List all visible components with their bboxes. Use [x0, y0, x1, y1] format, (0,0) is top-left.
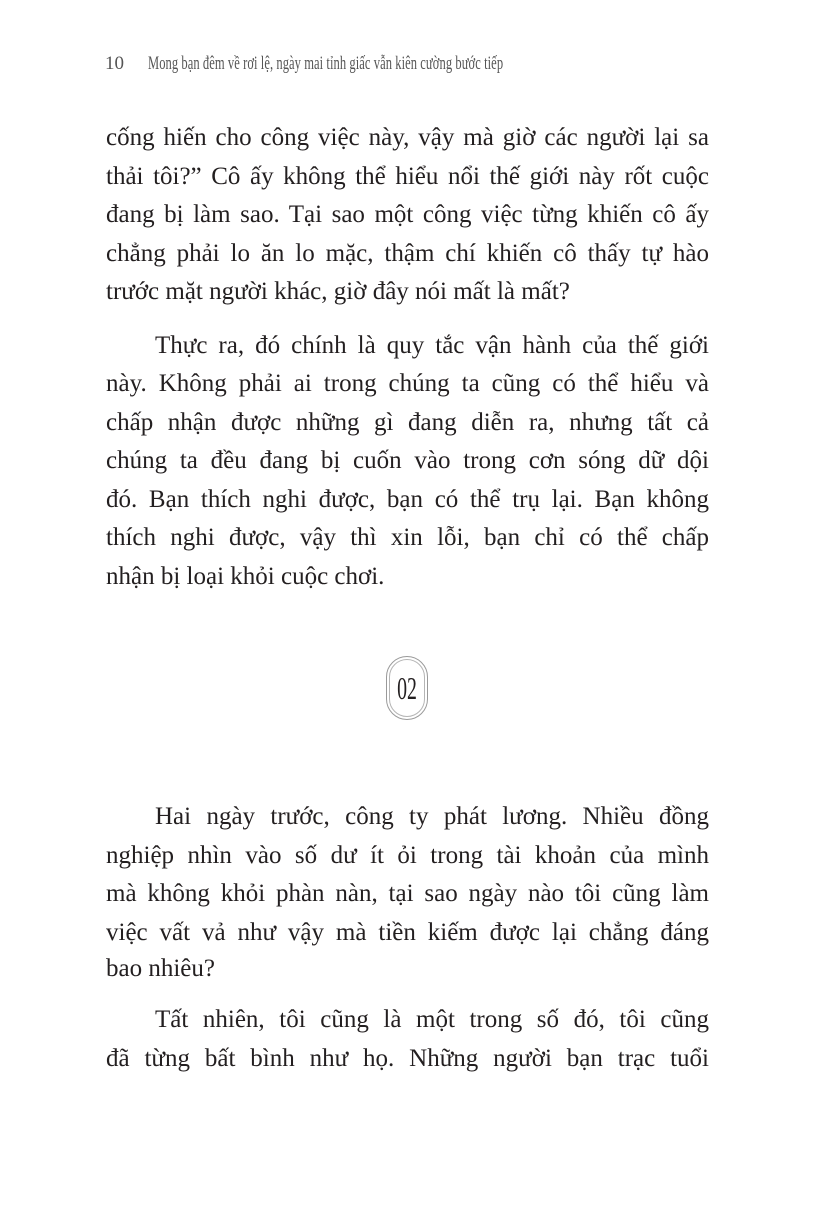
text-line: việc vất vả như vậy mà tiền kiếm được lại chẳng đáng [106, 919, 709, 946]
section-number [387, 671, 427, 705]
text-line: trước mặt người khác, giờ đây nói mất là mất? [106, 278, 570, 305]
text-line: đang bị làm sao. Tại sao một công việc từng khiến cô ấy [106, 201, 709, 228]
text-line: Thực ra, đó chính là quy tắc vận hành của thế giới [155, 332, 709, 359]
text-line: cống hiến cho công việc này, vậy mà giờ các người lại sa [106, 124, 709, 151]
running-title: Mong bạn đêm về rơi lệ, ngày mai tỉnh giấc vẫn kiên cường bước tiếp [148, 53, 504, 74]
text-line: nhận bị loại khỏi cuộc chơi. [106, 563, 385, 590]
text-line: chẳng phải lo ăn lo mặc, thậm chí khiến cô thấy tự hào [106, 240, 709, 267]
text-line: thải tôi?” Cô ấy không thể hiểu nổi thế giới này rốt cuộc [106, 163, 709, 190]
page-number: 10 [105, 53, 124, 74]
text-line: đã từng bất bình như họ. Những người bạn trạc tuổi [106, 1045, 709, 1072]
text-line: nghiệp nhìn vào số dư ít ỏi trong tài khoản của mình [106, 842, 709, 869]
text-line: thích nghi được, vậy thì xin lỗi, bạn chỉ có thể chấp [106, 524, 709, 551]
section-number-text: 02 [397, 670, 417, 706]
running-head [105, 50, 686, 78]
text-line: đó. Bạn thích nghi được, bạn có thể trụ lại. Bạn không [106, 486, 709, 513]
section-number-badge [386, 656, 428, 720]
text-line: chấp nhận được những gì đang diễn ra, nhưng tất cả [106, 409, 709, 436]
text-line: Tất nhiên, tôi cũng là một trong số đó, tôi cũng [155, 1006, 709, 1033]
text-line: bao nhiêu? [106, 955, 215, 982]
text-line: mà không khỏi phàn nàn, tại sao ngày nào tôi cũng làm [106, 880, 709, 907]
text-line: Hai ngày trước, công ty phát lương. Nhiều đồng [155, 803, 709, 830]
text-line: chúng ta đều đang bị cuốn vào trong cơn sóng dữ dội [106, 447, 709, 474]
text-line: này. Không phải ai trong chúng ta cũng có thể hiểu và [106, 370, 709, 397]
